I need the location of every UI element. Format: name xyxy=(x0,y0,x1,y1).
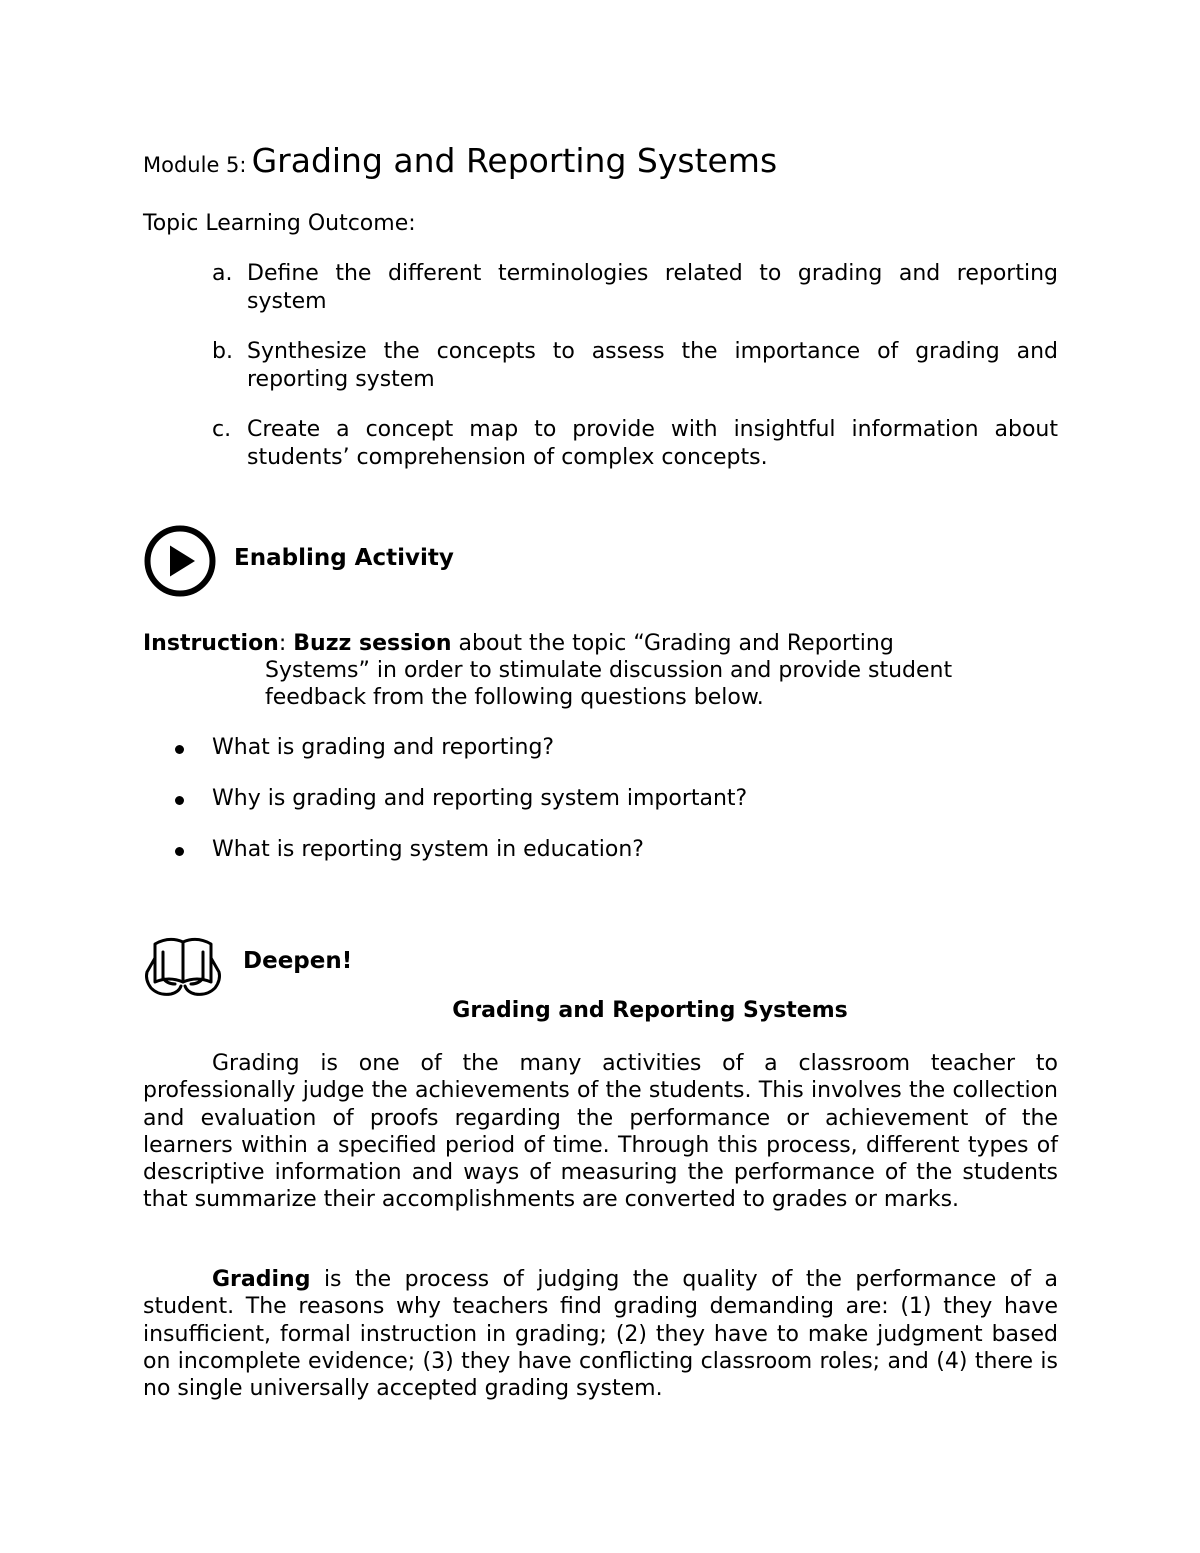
instruction-line-1: about the topic “Grading and Reporting xyxy=(451,631,894,656)
open-book-icon xyxy=(141,932,225,1002)
outcome-list xyxy=(212,260,1058,494)
module-title-row xyxy=(143,141,777,180)
instruction-line-3: feedback from the following questions below. xyxy=(265,685,764,710)
question-item xyxy=(172,785,747,813)
bullet-icon xyxy=(175,745,184,754)
instruction-line-2: Systems” in order to stimulate discussion and provide student xyxy=(265,658,953,683)
question-list xyxy=(172,734,747,887)
outcome-text: Create a concept map to provide with insightful information about students’ comprehension of complex concepts. xyxy=(247,417,1058,470)
play-circle-icon xyxy=(143,524,217,598)
section-title: Grading and Reporting Systems xyxy=(452,998,848,1023)
body-paragraph-2 xyxy=(143,1266,1058,1402)
grading-term: Grading xyxy=(212,1267,311,1292)
outcome-text: Define the different terminologies related to grading and reporting system xyxy=(247,261,1058,314)
buzz-session-label: Buzz session xyxy=(293,631,452,656)
outcome-letter: b. xyxy=(212,339,233,364)
instruction-paragraph xyxy=(143,630,1013,711)
outcome-text: Synthesize the concepts to assess the importance of grading and reporting system xyxy=(247,339,1058,392)
outcome-item-a xyxy=(212,260,1058,316)
question-text: What is reporting system in education? xyxy=(212,837,644,862)
topic-learning-outcome-label: Topic Learning Outcome: xyxy=(143,211,416,236)
bullet-icon xyxy=(175,847,184,856)
paragraph-2-text: is the process of judging the quality of the performance of a student. The reasons why teachers find grading demanding are: (1) they have insufficient, formal instruction in grading; (2) they have to make judgment based on incomplete evidence; (3) they have conflicting classroom roles; and (4) there is no single universally accepted grading system. xyxy=(143,1267,1058,1402)
question-item xyxy=(172,734,747,762)
outcome-letter: a. xyxy=(212,261,233,286)
module-title: Grading and Reporting Systems xyxy=(251,141,778,180)
instruction-label: Instruction xyxy=(143,631,279,656)
outcome-item-b xyxy=(212,338,1058,394)
question-text: What is grading and reporting? xyxy=(212,735,555,760)
module-prefix: Module 5: xyxy=(143,153,247,177)
outcome-item-c xyxy=(212,416,1058,472)
outcome-letter: c. xyxy=(212,417,232,442)
body-paragraph-1: Grading is one of the many activities of a classroom teacher to professionally judge the achievements of the students. This involves the collection and evaluation of proofs regarding the performance or achievement of the learners within a specified period of time. Through this process, different types of descriptive information and ways of measuring the performance of the students that summarize their accomplishments are converted to grades or marks. xyxy=(143,1051,1058,1213)
enabling-activity-heading: Enabling Activity xyxy=(234,545,454,571)
instruction-colon: : xyxy=(278,631,287,656)
question-item xyxy=(172,836,747,864)
question-text: Why is grading and reporting system important? xyxy=(212,786,748,811)
bullet-icon xyxy=(175,796,184,805)
deepen-heading: Deepen! xyxy=(243,948,353,974)
